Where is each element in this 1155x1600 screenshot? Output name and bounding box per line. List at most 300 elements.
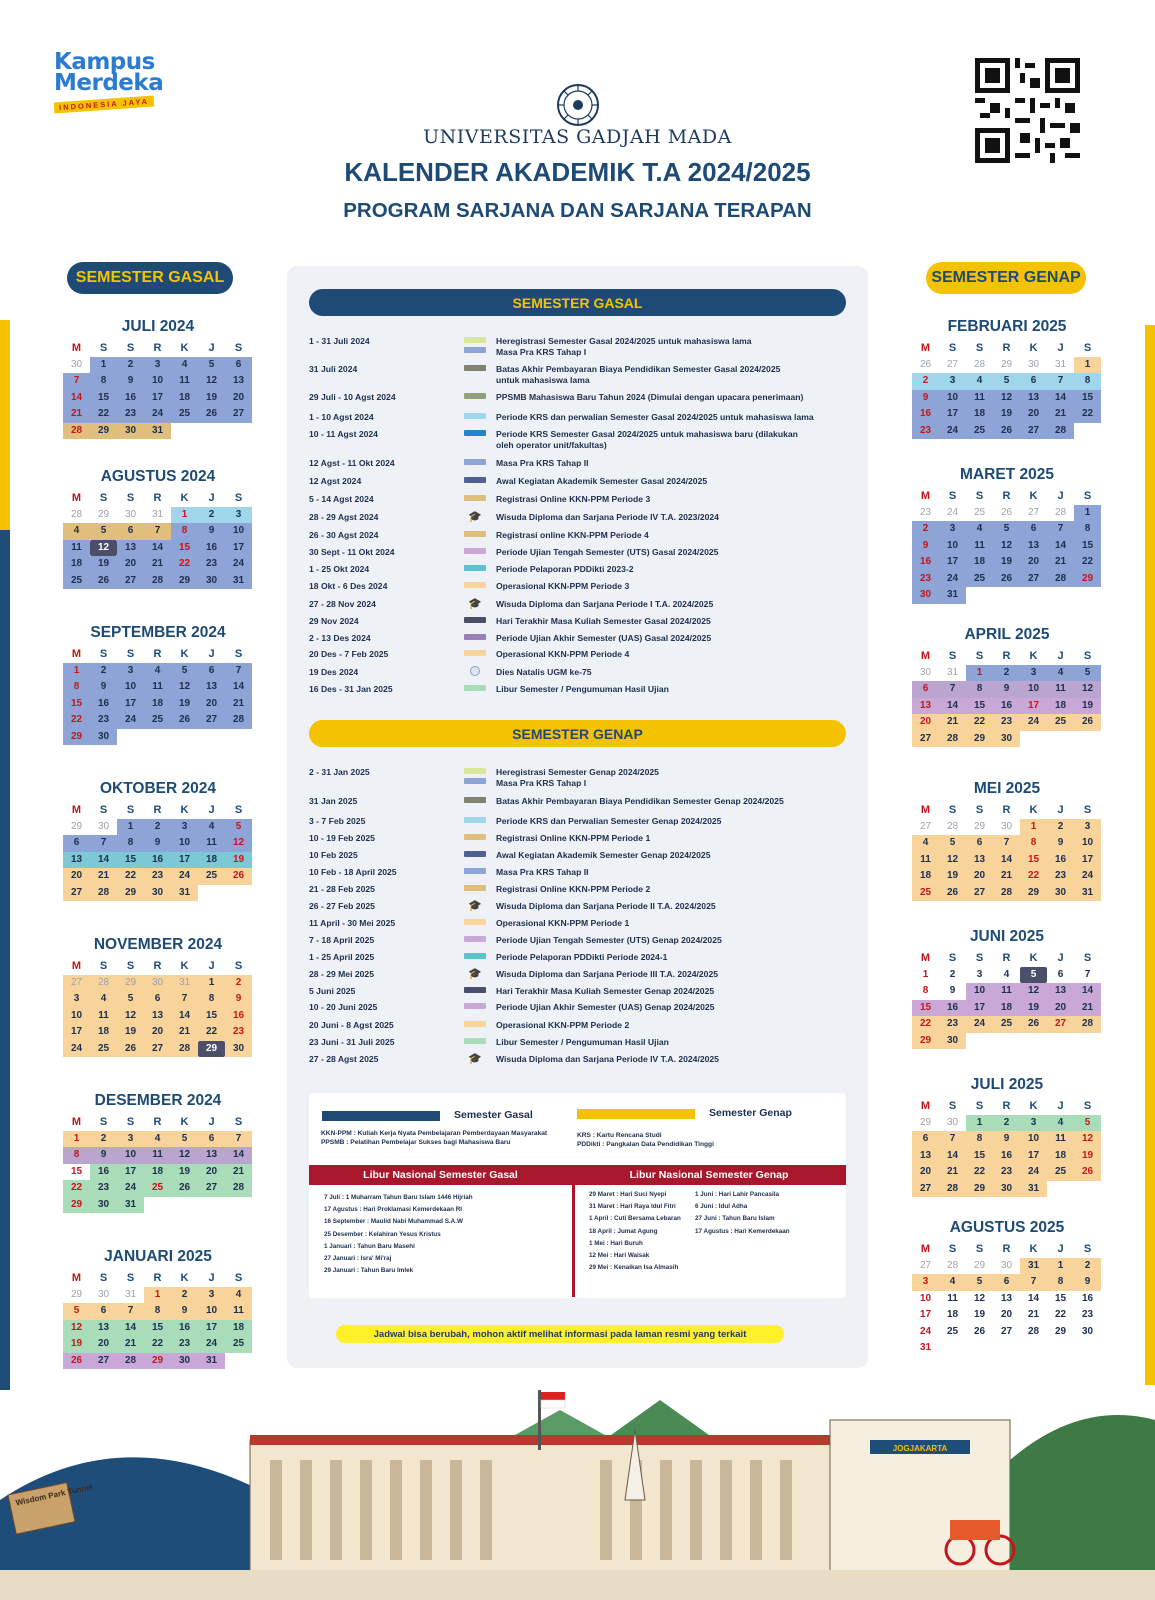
calendar-day: 23 <box>144 868 171 885</box>
weekday-header: M <box>71 960 82 972</box>
calendar-day: 5 <box>993 373 1020 390</box>
event-text: Periode Ujian Akhir Semester (UAS) Genap 2024/2025 <box>496 1002 715 1012</box>
calendar-day: 11 <box>993 983 1020 1000</box>
calendar-day: 22 <box>1020 868 1047 885</box>
calendar-day: 15 <box>1074 538 1101 555</box>
weekday-header: M <box>920 1243 931 1255</box>
event-color-swatch <box>464 868 486 874</box>
calendar-day: 22 <box>144 1336 171 1353</box>
calendar-day: 12 <box>90 540 117 557</box>
calendar-day: 3 <box>1020 665 1047 682</box>
event-date: 10 - 20 Juni 2025 <box>309 1002 378 1012</box>
calendar-day: 15 <box>912 1000 939 1017</box>
calendar-day: 17 <box>117 1164 144 1181</box>
weekday-header: J <box>208 1272 215 1284</box>
calendar-day: 28 <box>225 1180 252 1197</box>
calendar-day: 28 <box>225 712 252 729</box>
calendar-day: 29 <box>117 975 144 992</box>
weekday-header: S <box>234 960 243 972</box>
calendar-day: 24 <box>225 556 252 573</box>
weekday-header: S <box>948 1243 957 1255</box>
calendar-day: 30 <box>144 885 171 902</box>
calendar-day: 14 <box>225 1147 252 1164</box>
event-text: Operasional KKN-PPM Periode 3 <box>496 581 630 591</box>
calendar-day: 26 <box>1020 1016 1047 1033</box>
calendar-day: 12 <box>993 390 1020 407</box>
weekday-header: K <box>180 1116 189 1128</box>
calendar-day: 19 <box>1020 1000 1047 1017</box>
calendar-day: 25 <box>144 1180 171 1197</box>
calendar-day: 20 <box>198 696 225 713</box>
weekday-header: S <box>975 342 984 354</box>
calendar-day: 18 <box>144 696 171 713</box>
weekday-header: S <box>1083 1243 1092 1255</box>
calendar-day: 2 <box>144 819 171 836</box>
calendar-day: 16 <box>171 1320 198 1337</box>
weekday-header: R <box>153 342 162 354</box>
calendar-day: 30 <box>946 1116 959 1128</box>
calendar-day: 19 <box>171 1164 198 1181</box>
calendar-day: 12 <box>171 679 198 696</box>
legend-note-pddikti: PDDikti : Pangkalan Data Pendidikan Tinggi <box>577 1141 714 1148</box>
event-color-swatch <box>464 768 486 774</box>
calendar-day: 14 <box>171 1008 198 1025</box>
calendar-day: 25 <box>966 423 993 440</box>
weekday-header: S <box>1083 952 1092 964</box>
calendar-day: 22 <box>1054 1309 1067 1320</box>
weekday-header: J <box>1057 1100 1064 1112</box>
calendar-day: 29 <box>63 1197 90 1214</box>
calendar-day: 30 <box>939 1033 966 1050</box>
calendar-day: 18 <box>1047 698 1074 715</box>
event-color-swatch <box>464 1038 486 1044</box>
weekday-header: R <box>1002 1100 1011 1112</box>
calendar-day: 14 <box>1027 1292 1040 1304</box>
calendar-day: 6 <box>144 991 171 1008</box>
calendar-day: 1 <box>90 357 117 374</box>
calendar-day: 4 <box>912 835 939 852</box>
calendar-day: 28 <box>939 731 966 748</box>
calendar-day: 29 <box>966 1181 993 1198</box>
month-grid <box>63 958 253 1057</box>
weekday-header: J <box>1057 650 1064 662</box>
calendar-day: 7 <box>1020 1274 1047 1291</box>
calendar-day: 23 <box>912 423 939 440</box>
calendar-day: 26 <box>198 406 225 423</box>
calendar-day: 6 <box>1020 373 1047 390</box>
event-color-swatch <box>464 851 486 857</box>
event-date: 10 - 11 Agst 2024 <box>309 429 378 439</box>
calendar-day: 27 <box>117 573 144 590</box>
event-color-swatch <box>464 531 486 537</box>
calendar-day: 31 <box>946 666 959 678</box>
calendar-day: 10 <box>939 390 966 407</box>
calendar-day: 29 <box>97 508 110 520</box>
calendar-day: 6 <box>198 663 225 680</box>
calendar-day: 4 <box>1047 665 1074 682</box>
right-month-2 <box>912 626 1102 747</box>
left-month-6 <box>63 1248 253 1369</box>
campus-illustration <box>0 1380 1155 1600</box>
calendar-day: 30 <box>993 1181 1020 1198</box>
semester-gasal-pill: SEMESTER GASAL <box>67 262 233 294</box>
calendar-day: 2 <box>912 373 939 390</box>
weekday-header: M <box>71 492 82 504</box>
page-title: KALENDER AKADEMIK T.A 2024/2025 <box>344 157 811 187</box>
calendar-day: 29 <box>919 1116 932 1128</box>
event-text: Periode Ujian Tengah Semester (UTS) Genap 2024/2025 <box>496 935 722 945</box>
event-text: Wisuda Diploma dan Sarjana Periode IV T.A. 2023/2024 <box>496 512 719 522</box>
calendar-day: 17 <box>117 696 144 713</box>
holiday-genap-list-1 <box>589 1189 681 1274</box>
calendar-day: 26 <box>171 1180 198 1197</box>
calendar-day: 24 <box>144 406 171 423</box>
event-color-swatch <box>464 634 486 640</box>
calendar-day: 31 <box>1054 358 1067 370</box>
weekday-header: S <box>234 1116 243 1128</box>
calendar-day: 8 <box>63 679 90 696</box>
calendar-day: 5 <box>993 521 1020 538</box>
calendar-day: 5 <box>198 357 225 374</box>
calendar-day: 3 <box>912 1274 939 1291</box>
event-date: 12 Agst 2024 <box>309 476 362 486</box>
semester-genap-pill: SEMESTER GENAP <box>926 262 1086 294</box>
weekday-header: K <box>1029 342 1038 354</box>
legend-gasal-swatch <box>322 1111 440 1121</box>
graduation-cap-icon: 🎓 <box>468 900 482 912</box>
event-color-swatch <box>464 548 486 554</box>
calendar-day: 19 <box>973 1309 986 1320</box>
calendar-day: 12 <box>225 835 252 852</box>
left-month-2 <box>63 624 253 745</box>
calendar-day: 24 <box>1074 868 1101 885</box>
weekday-header: J <box>1057 952 1064 964</box>
calendar-day: 27 <box>1020 571 1047 588</box>
calendar-day: 22 <box>966 714 993 731</box>
calendar-day: 30 <box>1081 1325 1094 1337</box>
calendar-day: 5 <box>939 835 966 852</box>
weekday-header: J <box>1057 342 1064 354</box>
calendar-day: 30 <box>144 975 171 992</box>
weekday-header: K <box>1029 1243 1038 1255</box>
event-date: 29 Juli - 10 Agst 2024 <box>309 392 396 402</box>
calendar-day: 28 <box>939 1181 966 1198</box>
calendar-day: 10 <box>171 835 198 852</box>
weekday-header: M <box>71 1116 82 1128</box>
holiday-item: 6 Juni : Idul Adha <box>695 1203 748 1211</box>
weekday-header: J <box>1057 490 1064 502</box>
calendar-day: 17 <box>966 1000 993 1017</box>
calendar-day: 21 <box>225 696 252 713</box>
calendar-day: 22 <box>90 406 117 423</box>
holiday-item: 27 Januari : Isra' Mi'raj <box>324 1255 392 1263</box>
event-date: 27 - 28 Nov 2024 <box>309 599 376 609</box>
calendar-day: 26 <box>171 712 198 729</box>
calendar-day: 28 <box>117 1353 144 1370</box>
weekday-header: R <box>1002 804 1011 816</box>
calendar-day: 8 <box>1074 521 1101 538</box>
weekday-header: S <box>126 960 135 972</box>
calendar-day: 6 <box>198 1131 225 1148</box>
event-color-swatch <box>464 778 486 784</box>
calendar-day: 31 <box>1020 1258 1047 1275</box>
calendar-day: 27 <box>919 820 932 832</box>
qr-code-icon[interactable] <box>975 58 1080 163</box>
calendar-day: 4 <box>90 991 117 1008</box>
calendar-day: 30 <box>1027 358 1040 370</box>
legend-note-kkn: KKN-PPM : Kuliah Kerja Nyata Pembelajaran Pemberdayaan Masyarakat <box>321 1130 548 1137</box>
event-date: 20 Des - 7 Feb 2025 <box>309 649 389 659</box>
calendar-day: 22 <box>63 712 90 729</box>
calendar-day: 8 <box>922 985 929 996</box>
right-yellow-stripe <box>1145 325 1155 1385</box>
calendar-day: 24 <box>946 506 959 518</box>
calendar-day: 29 <box>117 885 144 902</box>
calendar-day: 17 <box>1074 852 1101 869</box>
calendar-day: 25 <box>198 868 225 885</box>
calendar-day: 28 <box>63 423 90 440</box>
weekday-header: K <box>180 648 189 660</box>
calendar-day: 1 <box>117 819 144 836</box>
calendar-day: 15 <box>198 1008 225 1025</box>
event-text: PPSMB Mahasiswa Baru Tahun 2024 (Dimulai dengan upacara penerimaan) <box>496 392 804 402</box>
calendar-day: 19 <box>939 868 966 885</box>
calendar-day: 12 <box>993 538 1020 555</box>
calendar-day: 27 <box>912 731 939 748</box>
calendar-day: 22 <box>198 1024 225 1041</box>
calendar-day: 9 <box>993 681 1020 698</box>
calendar-day: 30 <box>90 729 117 746</box>
calendar-day: 12 <box>171 1147 198 1164</box>
calendar-day: 1 <box>1047 1258 1074 1275</box>
holiday-item: 27 Juni : Tahun Baru Islam <box>695 1215 775 1223</box>
left-month-5 <box>63 1092 253 1213</box>
event-text: Operasional KKN-PPM Periode 1 <box>496 918 630 928</box>
calendar-day: 2 <box>949 968 956 980</box>
weekday-header: S <box>975 804 984 816</box>
calendar-day: 18 <box>63 556 90 573</box>
calendar-day: 1 <box>1020 819 1047 836</box>
event-text: Batas Akhir Pembayaran Biaya Pendidikan Semester Gasal 2024/2025 untuk mahasiswa lama <box>496 364 781 385</box>
calendar-day: 7 <box>90 835 117 852</box>
weekday-header: R <box>1002 952 1011 964</box>
calendar-day: 15 <box>90 390 117 407</box>
event-text: Batas Akhir Pembayaran Biaya Pendidikan Semester Genap 2024/2025 <box>496 796 784 806</box>
weekday-header: J <box>208 492 215 504</box>
calendar-day: 27 <box>1047 1016 1074 1033</box>
weekday-header: K <box>180 492 189 504</box>
weekday-header: J <box>208 804 215 816</box>
calendar-day: 30 <box>124 508 137 520</box>
calendar-day: 7 <box>939 681 966 698</box>
calendar-day: 30 <box>1000 1259 1013 1271</box>
weekday-header: S <box>99 1272 108 1284</box>
calendar-day: 21 <box>1027 1309 1040 1320</box>
calendar-day: 7 <box>225 1131 252 1148</box>
calendar-day: 26 <box>993 571 1020 588</box>
calendar-day: 7 <box>144 523 171 540</box>
calendar-day: 1 <box>63 663 90 680</box>
month-title: AGUSTUS 2024 <box>100 468 216 485</box>
calendar-day: 29 <box>1054 1325 1067 1337</box>
calendar-day: 29 <box>973 1259 986 1271</box>
event-date: 1 - 10 Agst 2024 <box>309 412 374 422</box>
calendar-day: 21 <box>117 1336 144 1353</box>
calendar-day: 21 <box>939 714 966 731</box>
calendar-day: 25 <box>90 1041 117 1058</box>
calendar-day: 14 <box>1047 538 1074 555</box>
calendar-day: 30 <box>198 573 225 590</box>
calendar-day: 4 <box>144 1131 171 1148</box>
weekday-header: S <box>975 1243 984 1255</box>
calendar-day: 21 <box>939 1164 966 1181</box>
event-color-swatch <box>464 459 486 465</box>
calendar-day: 20 <box>63 868 90 885</box>
left-blue-stripe <box>0 530 10 1390</box>
calendar-day: 3 <box>171 819 198 836</box>
calendar-day: 4 <box>144 663 171 680</box>
calendar-day: 20 <box>1020 554 1047 571</box>
calendar-day: 29 <box>1000 358 1013 370</box>
graduation-cap-icon: 🎓 <box>468 1053 482 1065</box>
calendar-day: 8 <box>1074 373 1101 390</box>
weekday-header: M <box>71 648 82 660</box>
section-genap-header: SEMESTER GENAP <box>309 720 846 747</box>
weekday-header: S <box>126 492 135 504</box>
holiday-divider <box>572 1185 575 1297</box>
calendar-day: 14 <box>1047 390 1074 407</box>
event-color-swatch <box>464 650 486 656</box>
calendar-day: 10 <box>225 523 252 540</box>
calendar-day: 31 <box>939 587 966 604</box>
event-date: 5 Juni 2025 <box>309 986 356 996</box>
calendar-day: 20 <box>144 1024 171 1041</box>
legend-genap-label: Semester Genap <box>709 1107 792 1119</box>
event-date: 2 - 31 Jan 2025 <box>309 767 370 777</box>
month-title: MEI 2025 <box>973 780 1041 797</box>
event-date: 27 - 28 Agst 2025 <box>309 1054 379 1064</box>
calendar-day: 20 <box>1020 406 1047 423</box>
logo-line-1: Kampus <box>54 49 155 75</box>
calendar-day: 26 <box>919 358 932 370</box>
calendar-day: 11 <box>1047 681 1074 698</box>
ugm-seal-icon <box>470 666 480 676</box>
month-title: JUNI 2025 <box>969 928 1045 945</box>
legend-genap-swatch <box>577 1109 695 1119</box>
calendar-day: 16 <box>90 1164 117 1181</box>
calendar-day: 27 <box>912 1181 939 1198</box>
calendar-day: 27 <box>919 1259 932 1271</box>
right-month-6 <box>912 1219 1102 1357</box>
event-text: Awal Kegiatan Akademik Semester Genap 2024/2025 <box>496 850 711 860</box>
calendar-day: 7 <box>63 373 90 390</box>
weekday-header: R <box>1002 1243 1011 1255</box>
event-color-swatch <box>464 885 486 891</box>
month-grid <box>63 802 253 901</box>
calendar-day: 3 <box>144 357 171 374</box>
event-color-swatch <box>464 393 486 399</box>
calendar-day: 13 <box>1020 538 1047 555</box>
calendar-day: 3 <box>1020 1115 1047 1132</box>
event-date: 16 Des - 31 Jan 2025 <box>309 684 393 694</box>
weekday-header: J <box>208 648 215 660</box>
left-month-0 <box>63 318 253 439</box>
weekday-header: M <box>71 1272 82 1284</box>
graduation-cap-icon: 🎓 <box>468 511 482 523</box>
calendar-day: 5 <box>171 663 198 680</box>
event-date: 31 Jan 2025 <box>309 796 358 806</box>
weekday-header: S <box>948 490 957 502</box>
legend-note-ppsmb: PPSMB : Pelatihan Pembelajar Sukses bagi Mahasiswa Baru <box>321 1139 511 1146</box>
calendar-day: 18 <box>171 390 198 407</box>
calendar-day: 18 <box>912 868 939 885</box>
calendar-day: 27 <box>198 1180 225 1197</box>
event-color-swatch <box>464 936 486 942</box>
calendar-day: 11 <box>144 1147 171 1164</box>
calendar-day: 26 <box>939 885 966 902</box>
right-month-1 <box>912 466 1102 604</box>
ugm-seal-icon <box>556 83 600 127</box>
weekday-header: S <box>948 804 957 816</box>
calendar-day: 21 <box>993 868 1020 885</box>
calendar-day: 12 <box>973 1292 986 1304</box>
weekday-header: S <box>975 1100 984 1112</box>
calendar-day: 24 <box>966 1016 993 1033</box>
calendar-day: 2 <box>90 1131 117 1148</box>
weekday-header: S <box>234 492 243 504</box>
calendar-day: 13 <box>1000 1292 1013 1304</box>
holiday-item: 7 Juli : 1 Muharram Tahun Baru Islam 1446 Hijriah <box>324 1194 473 1201</box>
calendar-day: 20 <box>1000 1309 1013 1320</box>
calendar-day: 26 <box>63 1353 90 1370</box>
calendar-day: 19 <box>90 556 117 573</box>
holiday-item: 17 Agustus : Hari Proklamasi Kemerdekaan RI <box>324 1206 463 1214</box>
calendar-day: 5 <box>1074 665 1101 682</box>
calendar-day: 25 <box>1047 1164 1074 1181</box>
calendar-day: 25 <box>912 885 939 902</box>
calendar-day: 3 <box>225 507 252 524</box>
weekday-header: K <box>180 1272 189 1284</box>
jogja-sign: JOGJAKARTA <box>892 1444 948 1453</box>
holiday-item: 1 Juni : Hari Lahir Pancasila <box>695 1191 779 1198</box>
calendar-day: 11 <box>144 679 171 696</box>
calendar-day: 16 <box>1047 852 1074 869</box>
calendar-day: 16 <box>225 1008 252 1025</box>
weekday-header: S <box>1083 804 1092 816</box>
weekday-header: S <box>99 648 108 660</box>
calendar-day: 10 <box>1020 681 1047 698</box>
weekday-header: K <box>180 342 189 354</box>
calendar-day: 14 <box>144 540 171 557</box>
calendar-day: 5 <box>171 1131 198 1148</box>
calendar-day: 31 <box>1020 1181 1047 1198</box>
calendar-day: 25 <box>966 571 993 588</box>
calendar-day: 25 <box>1047 714 1074 731</box>
calendar-day: 23 <box>90 712 117 729</box>
calendar-day: 11 <box>966 390 993 407</box>
calendar-day: 2 <box>993 665 1020 682</box>
event-date: 11 April - 30 Mei 2025 <box>309 918 396 928</box>
event-date: 26 - 30 Agst 2024 <box>309 530 379 540</box>
weekday-header: S <box>234 648 243 660</box>
event-date: 23 Juni - 31 Juli 2025 <box>309 1037 395 1047</box>
event-date: 1 - 25 Okt 2024 <box>309 564 370 574</box>
calendar-day: 18 <box>966 406 993 423</box>
calendar-day: 14 <box>939 698 966 715</box>
calendar-day: 15 <box>63 696 90 713</box>
calendar-day: 11 <box>1047 1131 1074 1148</box>
event-color-swatch <box>464 565 486 571</box>
